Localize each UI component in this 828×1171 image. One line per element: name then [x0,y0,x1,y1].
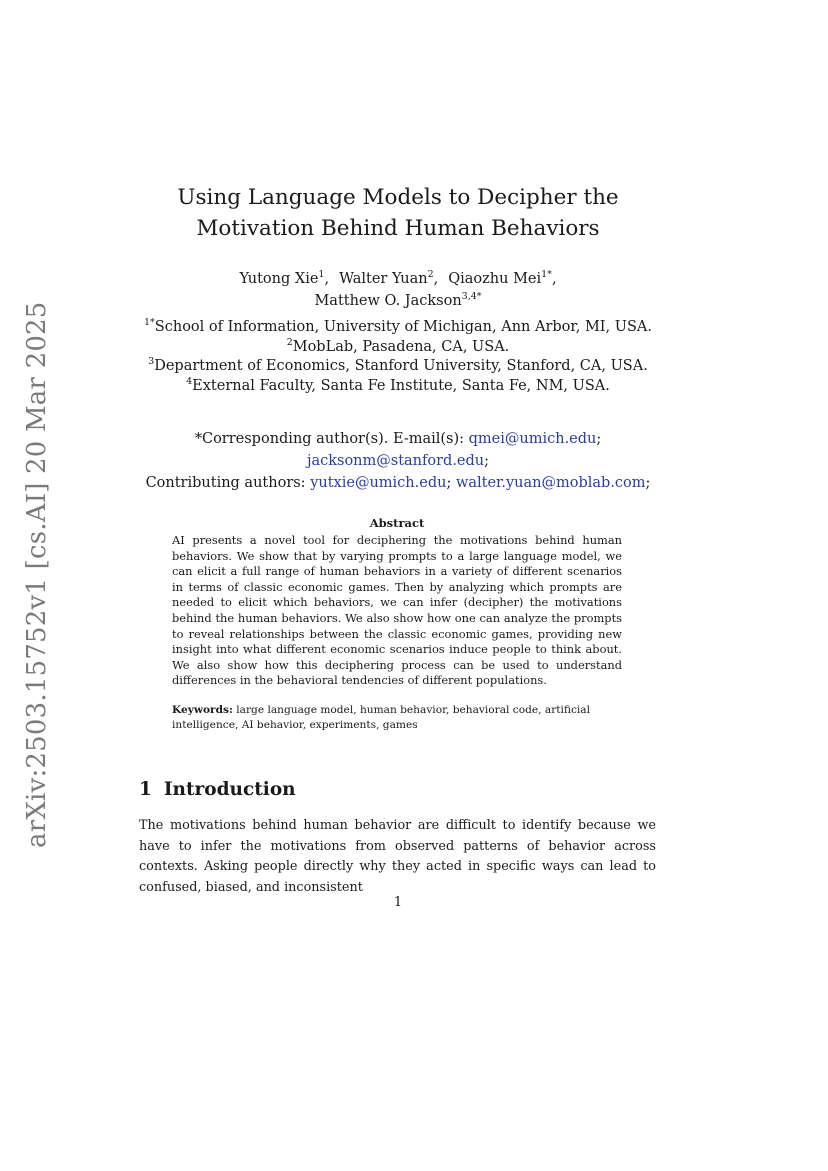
author-list: Yutong Xie$^1$, Walter Yuan$^2$, Qiaozhu Mei$^{1*}$, Matthew O. Jackson$^{3,4*}$ [239,269,557,309]
affiliation: $^4$External Faculty, Santa Fe Institute, Santa Fe, NM, USA. [186,375,610,394]
arxiv-identifier: arXiv:2503.15752v1 [cs.AI] 20 Mar 2025 [22,301,52,848]
keywords-label: Keywords: [172,704,233,716]
author-name: Qiaozhu Mei [448,271,542,287]
section-number: 1 [139,779,152,800]
correspondence-block: *Corresponding author(s). E-mail(s): qmei@umich.edu; jacksonm@stanford.edu; Contributing authors: yutxie@umich.edu; walter.yuan@moblab.com; [145,431,651,491]
email-link[interactable]: yutxie@umich.edu [310,475,447,491]
email-link[interactable]: qmei@umich.edu [468,431,597,447]
page-number: 1 [393,895,403,910]
keywords [172,703,622,732]
paper-title [140,182,656,244]
keywords-text: large language model, human behavior, behavioral code, artificial intelligence, AI behavior, experiments, games [172,704,590,731]
title-line: Motivation Behind Human Behaviors [196,216,600,241]
email-link[interactable]: walter.yuan@moblab.com [455,475,646,491]
affiliation-list [130,318,666,396]
section-title: Introduction [163,779,296,800]
author-name: Walter Yuan [339,271,428,287]
author-affiliation-marker: 1* [541,269,552,281]
intro-paragraph: The motivations behind human behavior are difficult to identify because we have to infer the motivations from observed patterns of behavior across contexts. Asking people directly why they acted in specific ways can lead to confused, biased, and inconsistent [139,818,656,895]
affiliation: $^{1*}$School of Information, University of Michigan, Ann Arbor, MI, USA. [144,317,652,335]
affiliation: $^3$Department of Economics, Stanford University, Stanford, CA, USA. [148,356,648,374]
author-name: Yutong Xie [239,271,319,287]
author-name: Matthew O. Jackson [314,293,462,309]
abstract-heading: Abstract [369,516,425,530]
author-affiliation-marker: 2 [427,269,434,281]
author-affiliation-marker: 3,4* [461,291,482,303]
email-link[interactable]: jacksonm@stanford.edu [306,453,485,469]
correspondence-label: *Corresponding author(s). E-mail(s): [194,431,469,447]
affiliation: $^2$MobLab, Pasadena, CA, USA. [286,336,510,355]
contributing-label: Contributing authors: [145,475,311,491]
title-line: Using Language Models to Decipher the [177,185,619,210]
abstract-text: AI presents a novel tool for deciphering the motivations behind human behaviors. We show that by varying prompts to a large language model, we can elicit a full range of human behaviors in a variety of different scenarios in terms of classic economic games. Then by analyzing which prompts are needed to elicit which behaviors, we can infer (decipher) the motivations behind the human behaviors. We also show how one can analyze the prompts to reveal relationships between the classic economic games, providing new insight into what different economic scenarios induce people to think about. We also show how this deciphering process can be used to understand differences in the behavioral tendencies of different populations. [172,533,622,688]
author-affiliation-marker: 1 [318,269,325,281]
section-heading [139,779,296,800]
